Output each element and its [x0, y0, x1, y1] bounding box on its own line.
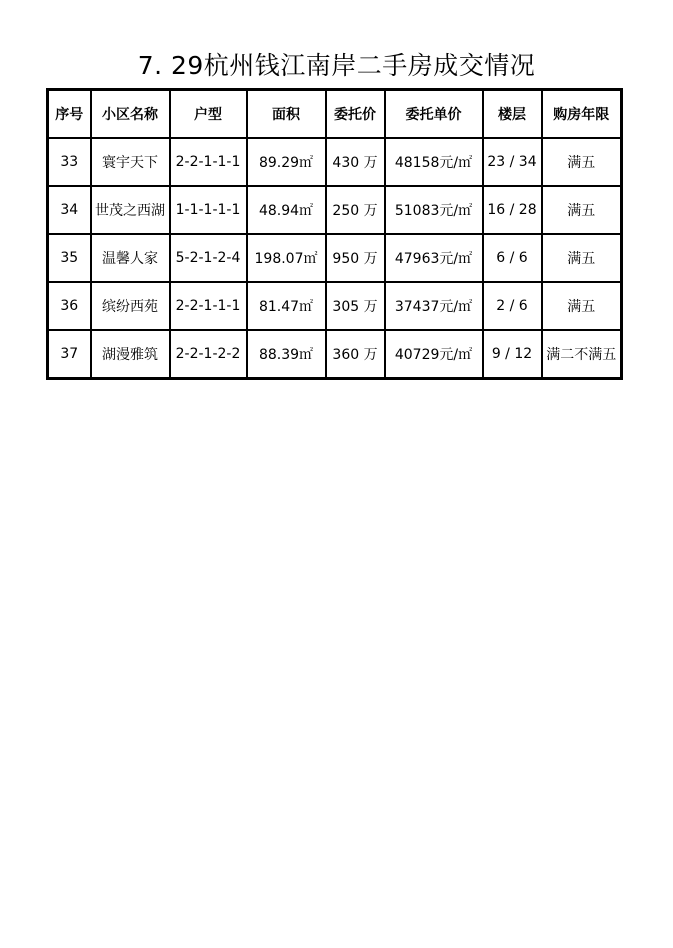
cell-layout: 5-2-1-2-4 [170, 234, 247, 282]
cell-layout: 2-2-1-2-2 [170, 330, 247, 379]
cell-unit-price: 37437元/㎡ [385, 282, 483, 330]
cell-layout: 2-2-1-1-1 [170, 282, 247, 330]
header-index: 序号 [48, 90, 91, 139]
cell-unit-price: 40729元/㎡ [385, 330, 483, 379]
cell-community-name: 世茂之西湖 [91, 186, 170, 234]
cell-ownership-years: 满五 [542, 186, 622, 234]
cell-area: 48.94㎡ [247, 186, 326, 234]
cell-listed-price: 305 万 [326, 282, 385, 330]
header-community-name: 小区名称 [91, 90, 170, 139]
header-row [48, 90, 622, 139]
cell-community-name: 寰宇天下 [91, 138, 170, 186]
cell-index: 36 [48, 282, 91, 330]
transaction-table [46, 88, 623, 380]
table-row [48, 330, 622, 379]
cell-index: 34 [48, 186, 91, 234]
cell-listed-price: 430 万 [326, 138, 385, 186]
header-ownership-years: 购房年限 [542, 90, 622, 139]
cell-community-name: 湖漫雅筑 [91, 330, 170, 379]
table-row [48, 234, 622, 282]
cell-floor: 2 / 6 [483, 282, 542, 330]
cell-unit-price: 48158元/㎡ [385, 138, 483, 186]
cell-listed-price: 950 万 [326, 234, 385, 282]
cell-community-name: 温馨人家 [91, 234, 170, 282]
page-title: 7. 29杭州钱江南岸二手房成交情况 [137, 51, 536, 80]
table-row [48, 282, 622, 330]
header-unit-price: 委托单价 [385, 90, 483, 139]
cell-ownership-years: 满五 [542, 282, 622, 330]
cell-floor: 9 / 12 [483, 330, 542, 379]
cell-area: 198.07㎡ [247, 234, 326, 282]
cell-index: 33 [48, 138, 91, 186]
cell-ownership-years: 满五 [542, 234, 622, 282]
header-listed-price: 委托价 [326, 90, 385, 139]
header-layout: 户型 [170, 90, 247, 139]
cell-unit-price: 51083元/㎡ [385, 186, 483, 234]
cell-area: 81.47㎡ [247, 282, 326, 330]
table-row [48, 138, 622, 186]
cell-ownership-years: 满二不满五 [542, 330, 622, 379]
table-row [48, 186, 622, 234]
cell-area: 89.29㎡ [247, 138, 326, 186]
cell-layout: 2-2-1-1-1 [170, 138, 247, 186]
cell-floor: 6 / 6 [483, 234, 542, 282]
cell-floor: 16 / 28 [483, 186, 542, 234]
cell-community-name: 缤纷西苑 [91, 282, 170, 330]
cell-ownership-years: 满五 [542, 138, 622, 186]
cell-listed-price: 360 万 [326, 330, 385, 379]
cell-index: 35 [48, 234, 91, 282]
cell-floor: 23 / 34 [483, 138, 542, 186]
header-area: 面积 [247, 90, 326, 139]
header-floor: 楼层 [483, 90, 542, 139]
cell-index: 37 [48, 330, 91, 379]
cell-layout: 1-1-1-1-1 [170, 186, 247, 234]
cell-unit-price: 47963元/㎡ [385, 234, 483, 282]
cell-listed-price: 250 万 [326, 186, 385, 234]
cell-area: 88.39㎡ [247, 330, 326, 379]
